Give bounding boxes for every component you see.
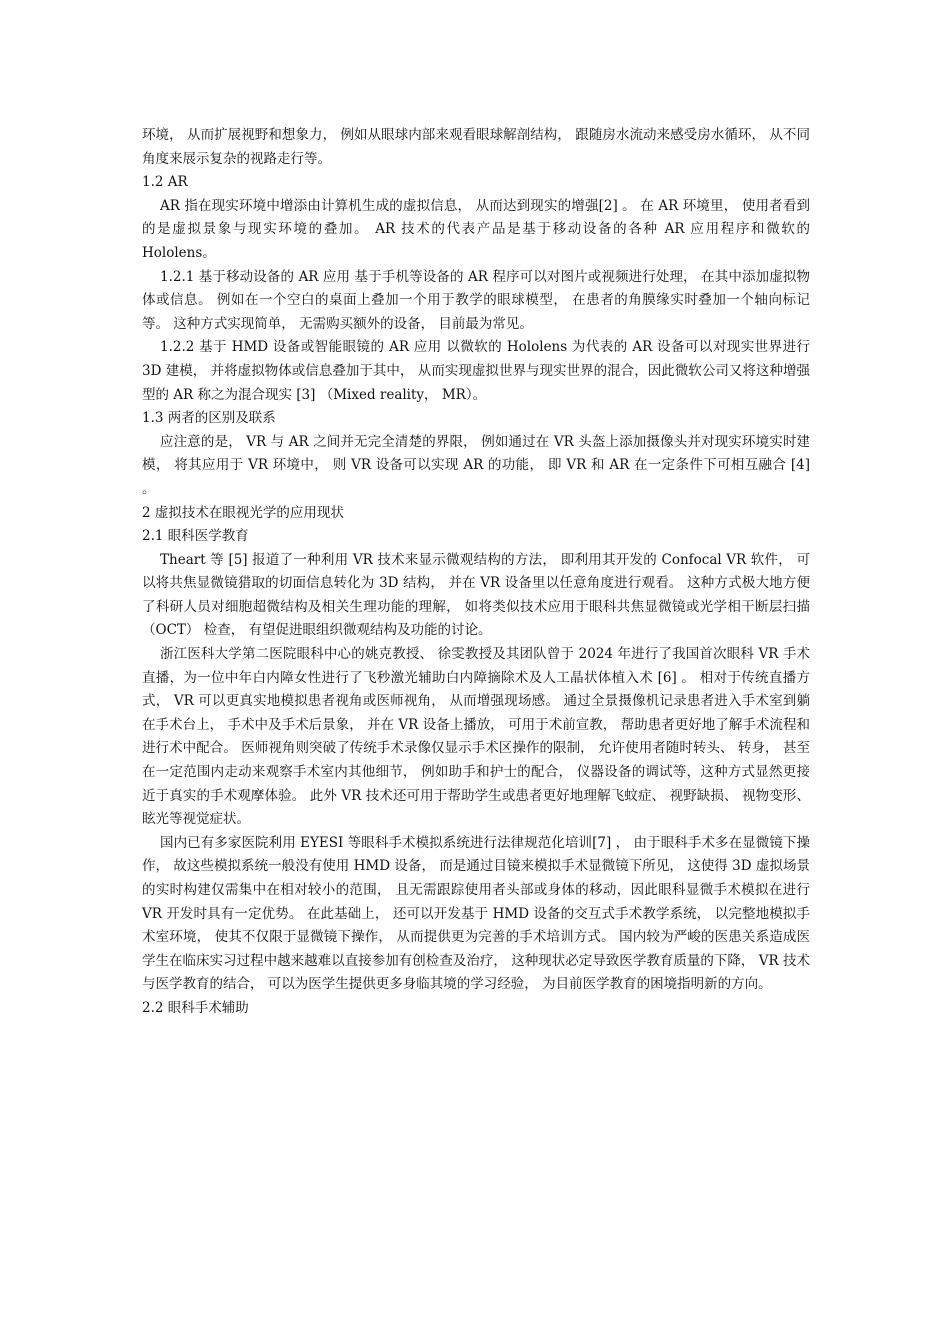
paragraph-continuation: 环境， 从而扩展视野和想象力， 例如从眼球内部来观看眼球解剖结构， 跟随房水流动来感受房水循环， 从不同角度来展示复杂的视路走行等。 [142, 127, 810, 167]
section-heading-2: 2 虚拟技术在眼视光学的应用现状 [142, 504, 344, 521]
document-page [142, 124, 810, 1021]
paragraph-eyesi: 国内已有多家医院利用 EYESI 等眼科手术模拟系统进行法律规范化培训[7] ， 由于眼科手术多在显微镜下操作， 故这些模拟系统一般没有使用 HMD 设备， 而是通过目镜来模拟手术显微镜下所见， 这使得 3D 虚拟场景的实时构建仅需集中在相对较小的范围， 且无需跟踪使用者头部或身体的移动，因此眼科显微手术模拟在进行 VR 开发时具有一定优势。 在此基础上， 还可以开发基于 HMD 设备的交互式手术教学系统， 以完整地模拟手术室环境， 使其不仅限于显微镜下操作， 从而提供更为完善的手术培训方式。 国内较为严峻的医患关系造成医学生在临床实习过程中越来越难以直接参加有创检查及治疗， 这种现状必定导致医学教育质量的下降， VR 技术与医学教育的结合， 可以为医学生提供更多身临其境的学习经验， 为目前医学教育的困境指明新的方向。 [142, 834, 810, 993]
paragraph-vr-ar-relation: 应注意的是， VR 与 AR 之间并无完全清楚的界限， 例如通过在 VR 头盔上添加摄像头并对现实环境实时建模， 将其应用于 VR 环境中， 则 VR 设备可以实现 AR 的功能， 即 VR 和 AR 在一定条件下可相互融合 [4] 。 [142, 433, 810, 497]
paragraph-1-2-1: 1.2.1 基于移动设备的 AR 应用 基于手机等设备的 AR 程序可以对图片或视频进行处理， 在其中添加虚拟物体或信息。 例如在一个空白的桌面上叠加一个用于教学的眼球模型， 在患者的角膜缘实时叠加一个轴向标记等。 这种方式实现简单， 无需购买额外的设备， 目前最为常见。 [142, 268, 810, 332]
paragraph-theart: Theart 等 [5] 报道了一种利用 VR 技术来显示微观结构的方法， 即利用其开发的 Confocal VR 软件， 可以将共焦显微镜猎取的切面信息转化为 3D 结构， 并在 VR 设备里以任意角度进行观看。 这种方式极大地方便了科研人员对细胞超微结构及相关生理功能的理解， 如将类似技术应用于眼科共焦显微镜或光学相干断层扫描（OCT） 检查， 有望促进眼组织微观结构及功能的讨论。 [142, 551, 810, 639]
paragraph-ar-definition: AR 指在现实环境中增添由计算机生成的虚拟信息， 从而达到现实的增强[2] 。 在 AR 环境里， 使用者看到的是虚拟景象与现实环境的叠加。 AR 技术的代表产品是基于移动设备的各种 AR 应用程序和微软的 Hololens。 [142, 197, 810, 261]
paragraph-1-2-2: 1.2.2 基于 HMD 设备或智能眼镜的 AR 应用 以微软的 Hololens 为代表的 AR 设备可以对现实世界进行 3D 建模， 并将虚拟物体或信息叠加于其中， 从而实现虚拟世界与现实世界的混合，因此微软公司又将这种增强型的 AR 称之为混合现实 [3] （Mixed reality， MR）。 [142, 339, 810, 403]
paragraph-zhejiang: 浙江医科大学第二医院眼科中心的姚克教授、 徐雯教授及其团队曾于 2024 年进行了我国首次眼科 VR 手术直播，为一位中年白内障女性进行了飞秒激光辅助白内障摘除术及人工晶状体植入术 [6] 。 相对于传统直播方式， VR 可以更真实地模拟患者视角或医师视角， 从而增强现场感。 通过全景摄像机记录患者进入手术室到躺在手术台上， 手术中及手术后景象， 并在 VR 设备上播放， 可用于术前宣教， 帮助患者更好地了解手术流程和进行术中配合。 医师视角则突破了传统手术录像仅显示手术区操作的限制， 允许使用者随时转头、 转身， 甚至在一定范围内走动来观察手术室内其他细节， 例如助手和护士的配合， 仪器设备的调试等，这种方式显然更接近于真实的手术观摩体验。 此外 VR 技术还可用于帮助学生或患者更好地理解飞蚊症、 视野缺损、 视物变形、 眩光等视觉症状。 [142, 646, 810, 828]
section-heading-2-1: 2.1 眼科医学教育 [142, 528, 249, 545]
section-heading-2-2: 2.2 眼科手术辅助 [142, 999, 249, 1016]
section-heading-1-2: 1.2 AR [142, 174, 188, 191]
section-heading-1-3: 1.3 两者的区别及联系 [142, 410, 276, 427]
